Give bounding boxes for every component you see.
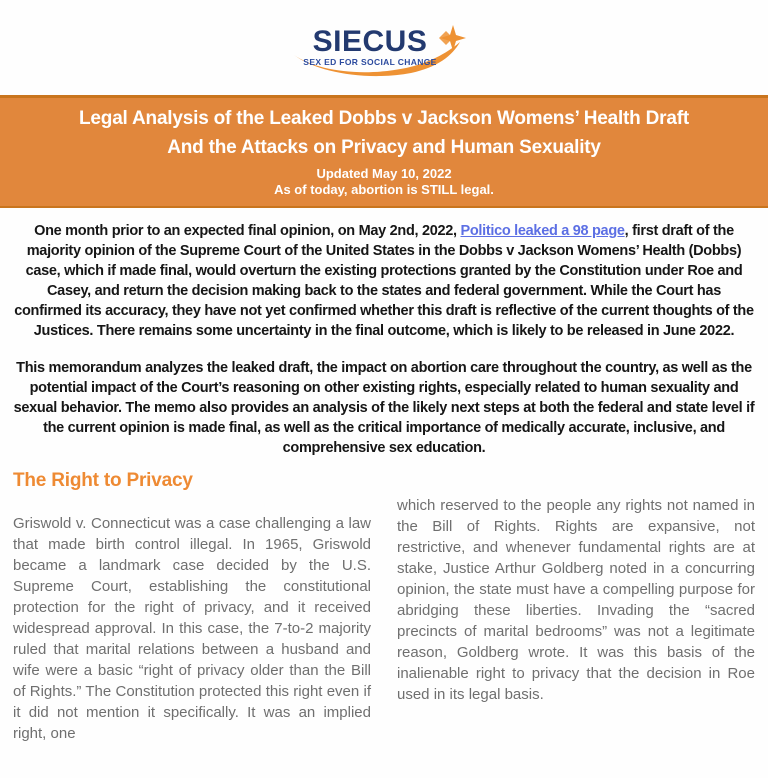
left-column-text: Griswold v. Connecticut was a case challenging a law that made birth control illegal. In 1965, Griswold became a landmark case decided by the U.S. Supreme Court, establishing the constitutional protection for the right of privacy, and it received widespread approval. In this case, the 7-to-2 majority ruled that marital relations between a husband and wife were a basic “right of privacy older than the Bill of Rights.” The Constitution protected this right even if it did not mention it specifically. It was an implied right, one bbox=[13, 515, 371, 742]
right-column bbox=[397, 470, 755, 744]
title-banner bbox=[0, 95, 768, 208]
right-column-text: which reserved to the people any rights not named in the Bill of Rights. Rights are expansive, not restrictive, and whenever fundamental rights are at stake, Justice Arthur Goldberg noted in a concurring opinion, the state must have a compelling purpose for abridging these liberties. Invading the “sacred precincts of marital bedrooms” was not a legitimate reason, Goldberg wrote. It was this basis of the inalienable right to privacy that the decision in Roe used in its legal basis. bbox=[397, 497, 755, 703]
intro-text-after-link: , first draft of the majority opinion of the Supreme Court of the United States in the Dobbs v Jackson Womens’ Health (Dobbs) case, which if made final, would overturn the existing protections granted by the Constitution under Roe and Casey, and return the decision making back to the states and federal government. While the Court has confirmed its accuracy, they have not yet confirmed whether this draft is reflective of the current thoughts of the Justices. There remains some uncertainty in the final outcome, which is likely to be released in June 2022. bbox=[14, 223, 754, 339]
document-body bbox=[0, 221, 768, 744]
section-heading: The Right to Privacy bbox=[13, 470, 193, 491]
memo-summary-paragraph: This memorandum analyzes the leaked draft, the impact on abortion care throughout the country, as well as the potential impact of the Court’s reasoning on other existing rights, especially related to human sexuality and sexual behavior. The memo also provides an analysis of the likely next steps at both the federal and state level if the current opinion is made final, as well as the critical importance of medically accurate, inclusive, and comprehensive sex education. bbox=[13, 360, 755, 456]
logo-wordmark: SIECUS bbox=[312, 25, 428, 58]
updated-date: Updated May 10, 2022 bbox=[316, 166, 452, 181]
banner-subtitle bbox=[16, 166, 752, 198]
abortion-status-line: As of today, abortion is STILL legal. bbox=[274, 182, 494, 197]
right-to-privacy-section bbox=[13, 470, 755, 744]
intro-text-before-link: One month prior to an expected final opinion, on May 2nd, 2022, bbox=[34, 223, 461, 239]
siecus-logo bbox=[292, 24, 476, 82]
logo-tagline: SEX ED FOR SOCIAL CHANGE bbox=[303, 57, 437, 67]
document-title-line1: Legal Analysis of the Leaked Dobbs v Jackson Womens’ Health Draft bbox=[79, 108, 689, 129]
politico-leak-link[interactable]: Politico leaked a 98 page bbox=[460, 223, 625, 239]
logo-text-block bbox=[300, 26, 440, 67]
document-title bbox=[16, 104, 752, 162]
left-column bbox=[13, 470, 371, 744]
document-title-line2: And the Attacks on Privacy and Human Sexuality bbox=[167, 137, 601, 158]
intro-paragraph bbox=[13, 221, 755, 341]
